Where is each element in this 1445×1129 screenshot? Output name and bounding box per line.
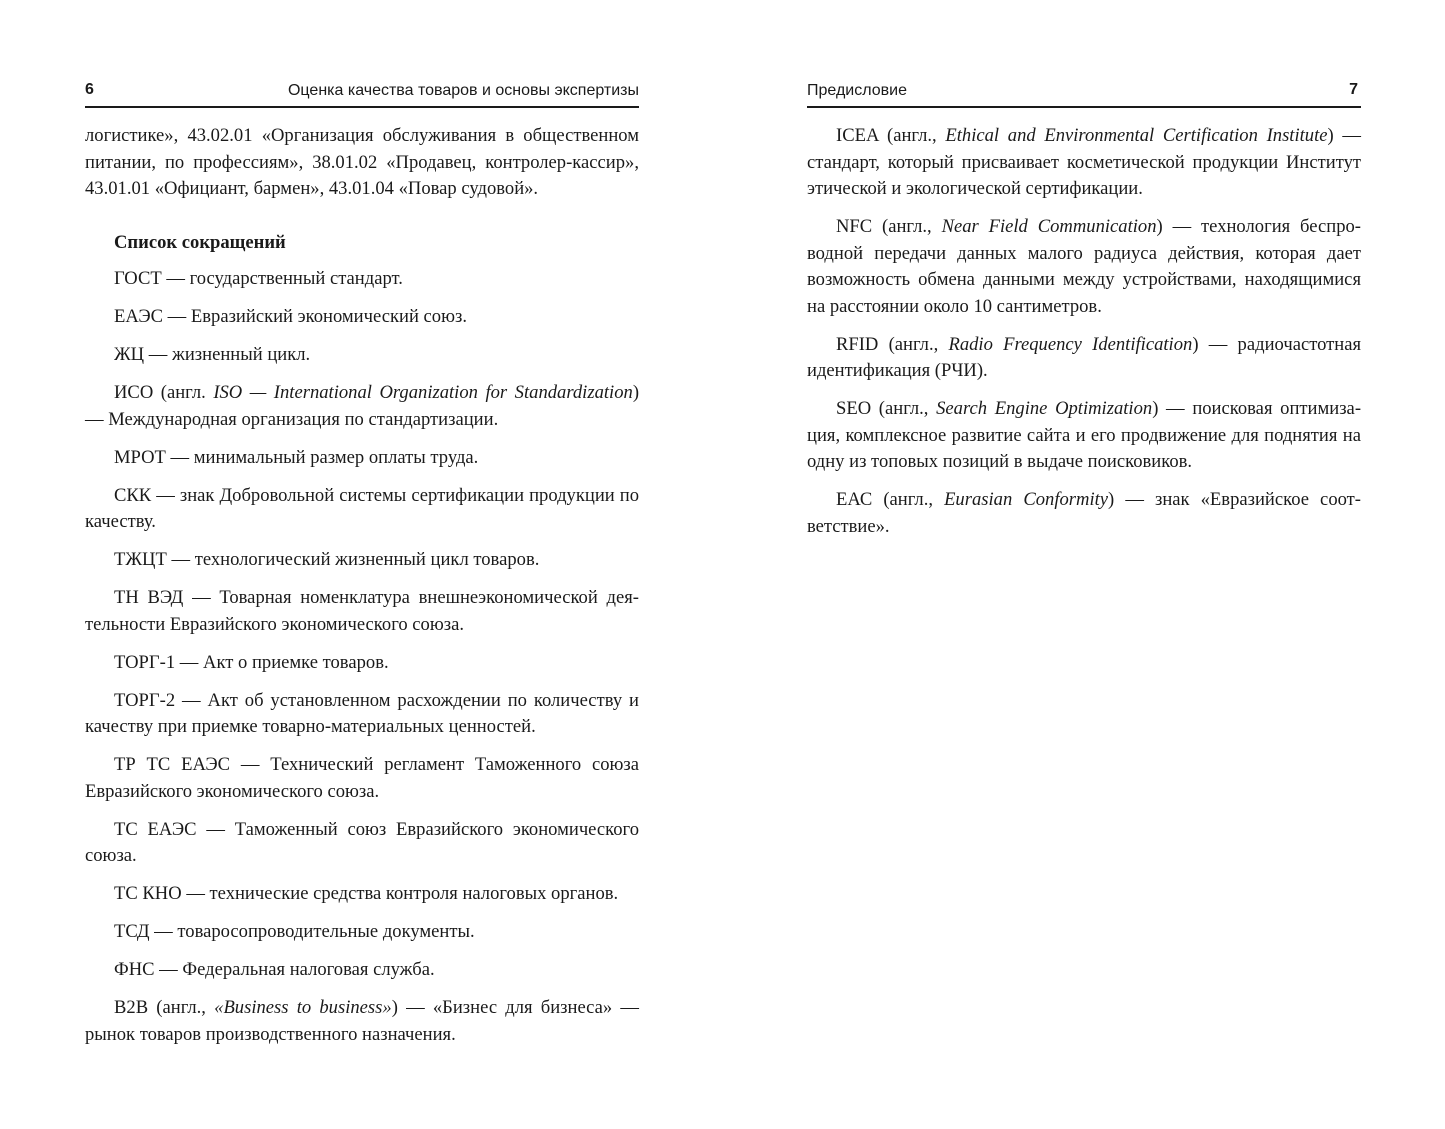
entry-definition: ) — поисковая оптимизация, комплексное развитие сайта и его продвижение для поднятия на одну из топовых позиций в выдаче поисковиков.: [807, 398, 1362, 472]
entry-prefix: B2B (англ.,: [114, 997, 215, 1018]
left-body-text: [85, 123, 639, 1060]
abbreviation-entry: ТСД — товаросопроводительные документы.: [114, 921, 475, 942]
entry-english-term: Eurasian Conformity: [944, 489, 1109, 510]
abbreviation-entry: [807, 396, 1361, 476]
page-number: 6: [85, 81, 94, 98]
entry-english-term: Ethical and Environmental Certification Institute: [945, 125, 1328, 146]
entry-english-term: Near Field Communication: [941, 216, 1157, 237]
page-number: 7: [1349, 81, 1358, 98]
right-running-head: [807, 78, 1361, 108]
abbreviation-entry: [807, 332, 1361, 385]
left-running-head: [85, 78, 639, 108]
abbreviation-entry: ТОРГ-1 — Акт о приемке товаров.: [114, 651, 389, 673]
running-title: Оценка качества товаров и основы экспертизы: [287, 82, 639, 99]
abbreviation-entry: ЕАЭС — Евразийский экономический союз.: [114, 306, 467, 327]
abbreviation-entry: ТН ВЭД — Товарная номенклатура внешнеэкономической деятельности Евразийского экономического союза.: [85, 587, 639, 635]
abbreviation-entry: [807, 487, 1361, 540]
entry-english-term: ISO — International Organization for Standardization: [213, 382, 633, 403]
entry-prefix: ЕАС (англ.,: [836, 489, 945, 510]
entry-english-term: Radio Frequency Identification: [948, 333, 1193, 355]
entry-definition: ) — знак «Евразийское соответствие».: [807, 489, 1361, 537]
abbreviation-entry: ТОРГ-2 — Акт об установленном расхождении по количеству и качеству при приемке товарно-материальных ценностей.: [85, 689, 639, 737]
abbreviation-entry: СКК — знак Добровольной системы сертификации продукции по качеству.: [85, 484, 639, 532]
entry-definition: ) — стандарт, который присваивает косметической продукции Институт этической и экологической сертификации.: [807, 125, 1362, 199]
abbreviation-entry: ТС ЕАЭС — Таможенный союз Евразийского экономического союза.: [85, 818, 639, 866]
abbreviation-entry: МРОТ — минимальный размер оплаты труда.: [114, 446, 479, 468]
entry-prefix: ICEA (англ.,: [836, 125, 946, 146]
abbreviation-entry: [807, 214, 1361, 320]
abbreviation-entry: [807, 123, 1361, 203]
abbreviation-entry: ТС КНО — технические средства контроля налоговых органов.: [114, 883, 619, 904]
entry-prefix: RFID (англ.,: [836, 333, 949, 355]
abbreviation-entry: ГОСТ — государственный стандарт.: [114, 268, 403, 289]
continuation-paragraph: логистике», 43.02.01 «Организация обслуживания в общественном питании, по профессиям», 38.01.02 «Продавец, контролер-кассир», 43.01.01 «Официант, бармен», 43.01.04 «Повар судовой».: [85, 125, 639, 199]
entry-definition: ) — технология беспроводной передачи данных малого радиуса действия, которая дает возможность обмена данными между устройствами, находящимися на расстоянии около 10 сантиметров.: [807, 216, 1361, 317]
abbreviation-entry: [85, 995, 639, 1048]
entry-english-term: «Business to business»: [214, 997, 392, 1018]
abbreviation-entry: [85, 380, 639, 433]
entry-definition: ) — «Бизнес для бизнеса» — рынок товаров производственного назначения.: [85, 997, 639, 1045]
abbreviation-entry: ФНС — Федеральная налоговая служба.: [114, 959, 435, 980]
section-heading: Список сокращений: [114, 231, 286, 253]
right-body-text: [807, 123, 1361, 552]
abbreviation-entry: ТЖЦТ — технологический жизненный цикл товаров.: [114, 549, 540, 570]
abbreviation-entry: ЖЦ — жизненный цикл.: [114, 344, 311, 365]
entry-prefix: SEO (англ.,: [836, 398, 937, 419]
running-title: Предисловие: [807, 82, 907, 99]
entry-definition: ) — Международная организация по стандартизации.: [85, 382, 640, 430]
entry-english-term: Search Engine Optimization: [936, 398, 1153, 419]
entry-prefix: ИСО (англ.: [114, 382, 214, 403]
abbreviation-entry: ТР ТС ЕАЭС — Технический регламент Таможенного союза Евразийского экономического союза.: [85, 754, 639, 802]
entry-prefix: NFC (англ.,: [836, 216, 942, 237]
entry-definition: ) — радиочастотная идентификация (РЧИ).: [807, 333, 1362, 381]
